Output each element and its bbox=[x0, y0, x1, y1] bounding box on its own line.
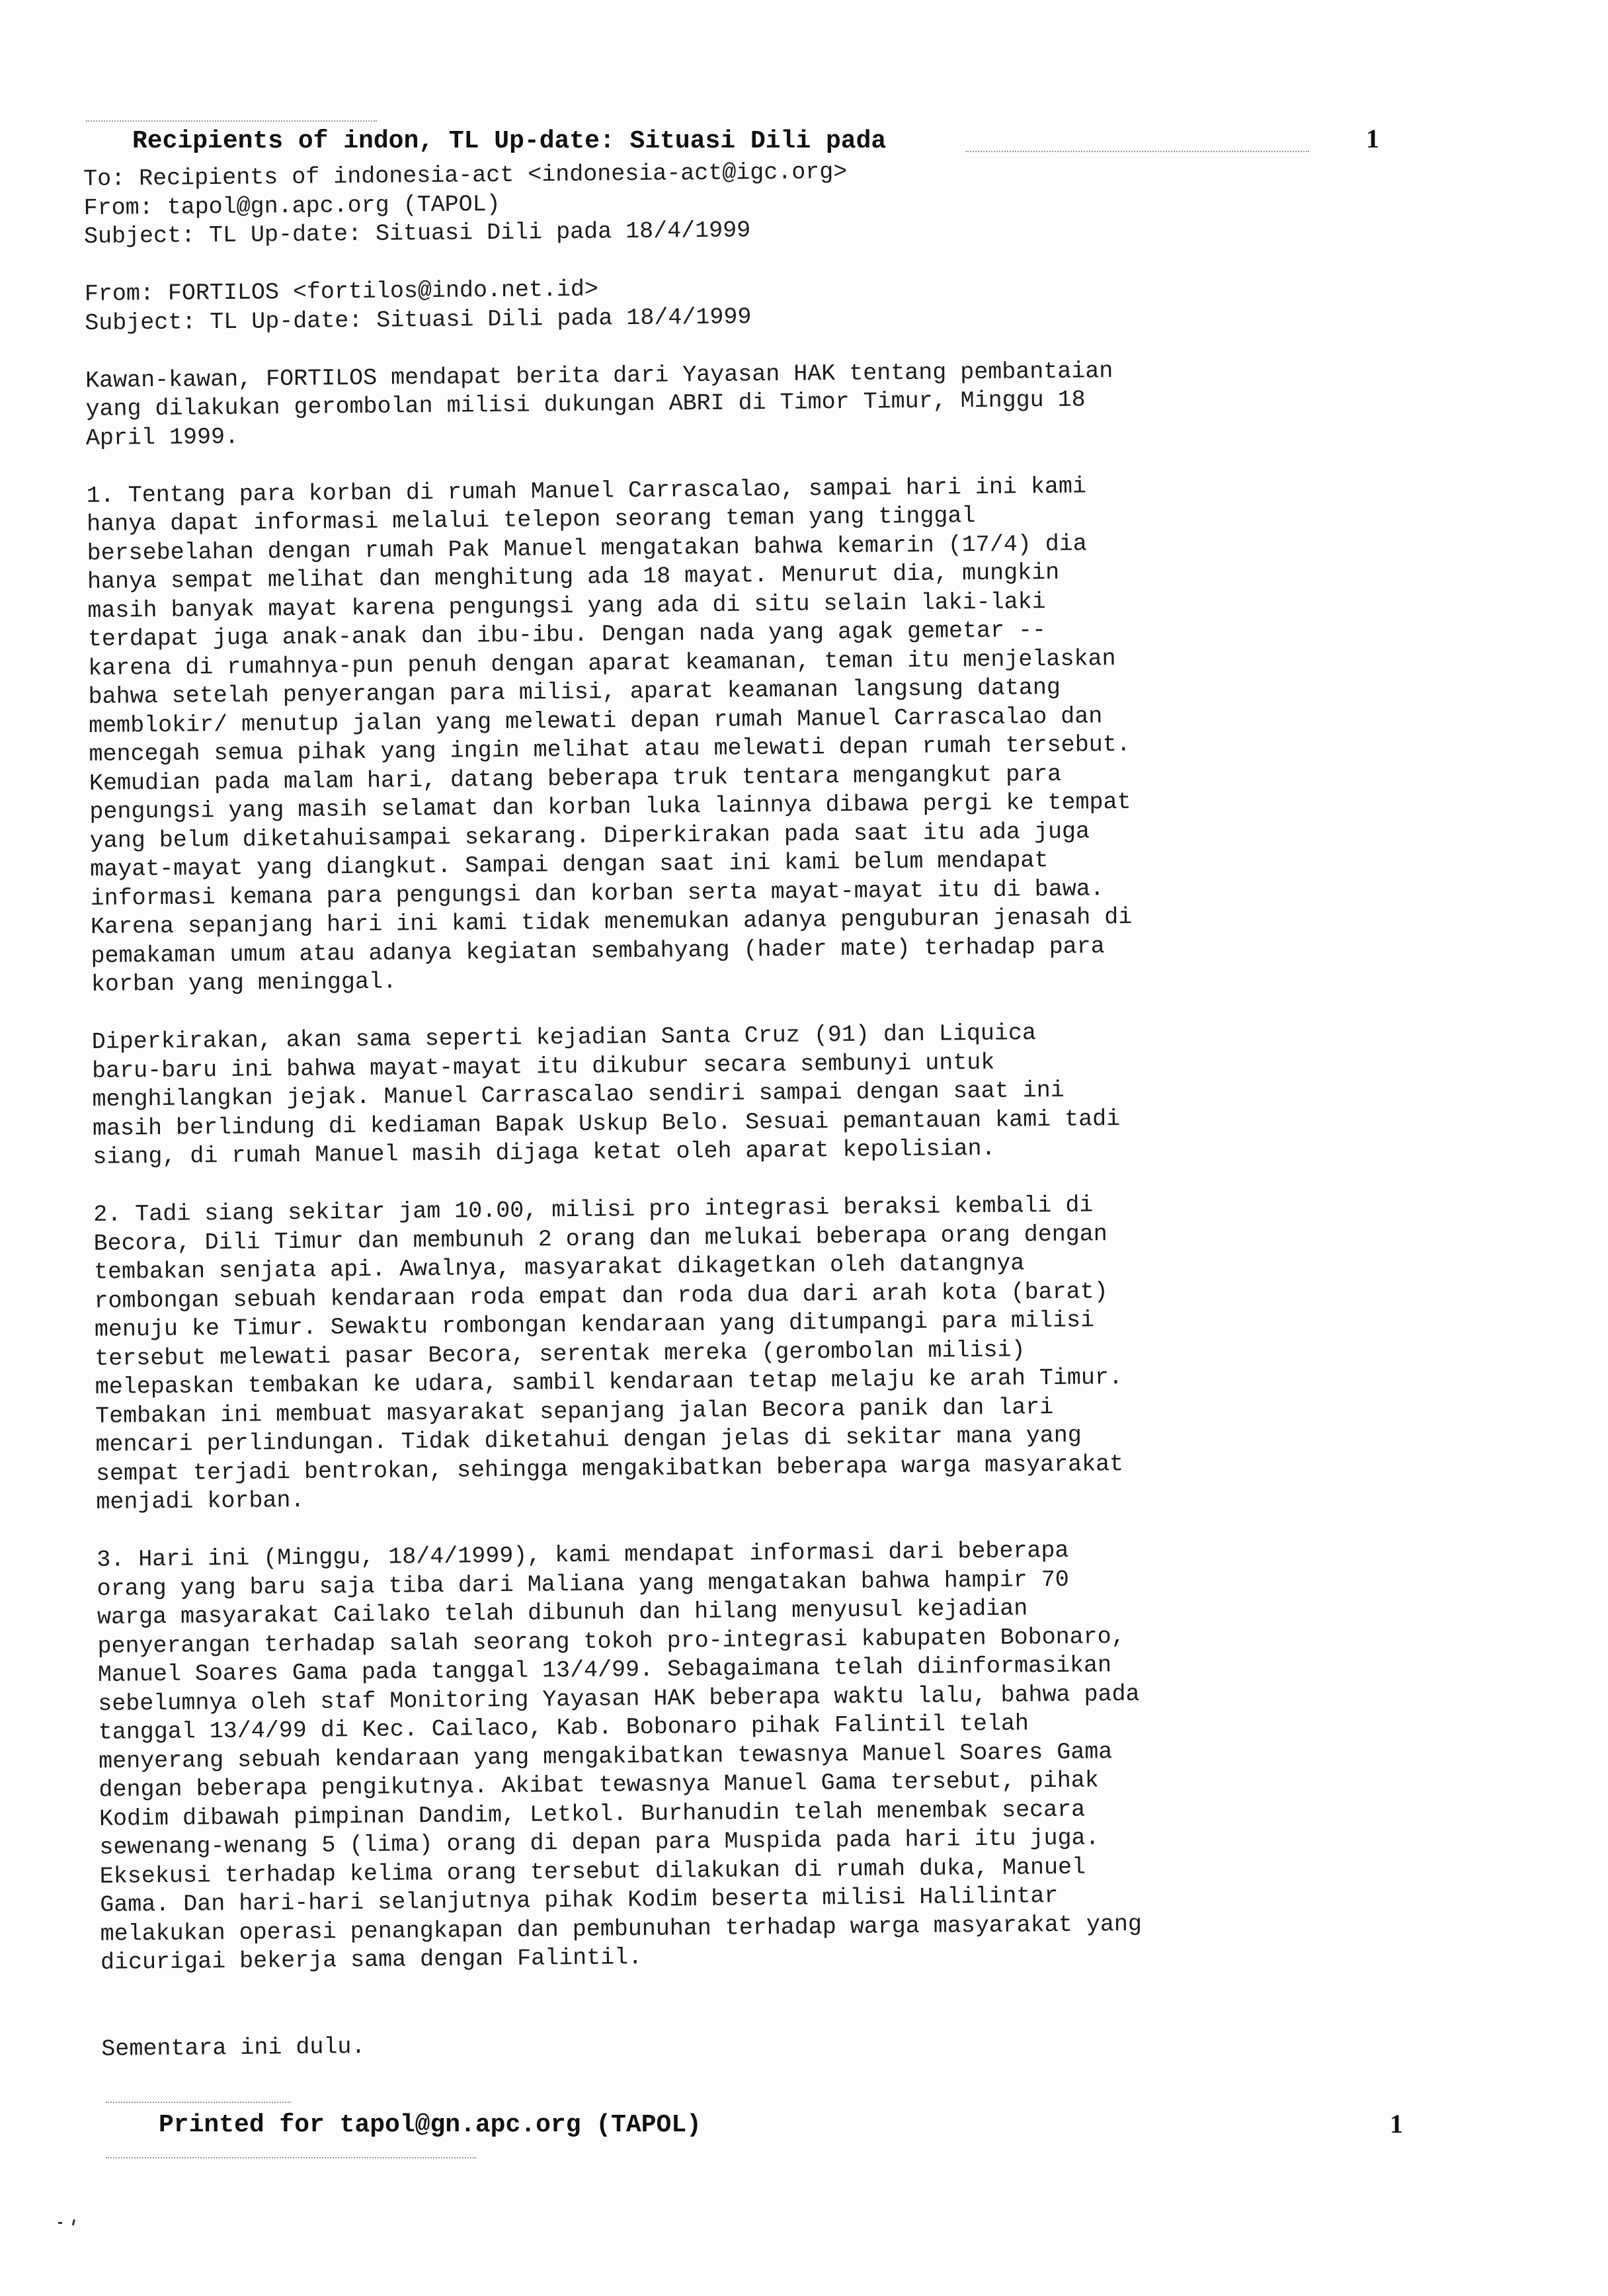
text-line: masih banyak mayat karena pengungsi yang ada di situ selain laki-laki bbox=[87, 588, 1046, 624]
text-line: informasi kemana para pengungsi dan korban serta mayat-mayat itu di bawa. bbox=[90, 875, 1105, 912]
section-3-paragraph bbox=[97, 1534, 1423, 1978]
text-line: pemakaman umum atau adanya kegiatan sembahyang (hader mate) terhadap para bbox=[91, 932, 1105, 969]
section-1-paragraph bbox=[87, 469, 1414, 999]
text-line: baru-baru ini bahwa mayat-mayat itu dikubur secara sembunyi untuk bbox=[91, 1049, 995, 1085]
text-line: Tembakan ini membuat masyarakat sepanjang jalan Becora panik dan lari bbox=[95, 1393, 1054, 1430]
closing-line: Sementara ini dulu. bbox=[101, 2033, 366, 2063]
text-line: Karena sepanjang hari ini kami tidak menemukan adanya penguburan jenasah di bbox=[90, 903, 1133, 940]
intro-paragraph bbox=[85, 354, 1408, 453]
text-line: memblokir/ menutup jalan yang melewati depan rumah Manuel Carrascalao dan bbox=[88, 702, 1103, 739]
text-line: bahwa setelah penyerangan para milisi, aparat keamanan langsung datang bbox=[88, 674, 1061, 710]
text-line: melakukan operasi penangkapan dan pembunuhan terhadap warga masyarakat yang bbox=[100, 1910, 1143, 1948]
text-line: korban yang meninggal. bbox=[91, 968, 397, 998]
scan-speck-icon bbox=[57, 2215, 83, 2229]
text-line: menuju ke Timur. Sewaktu rombongan kendaraan yang ditumpangi para milisi bbox=[94, 1307, 1095, 1343]
printed-for-footer: Printed for tapol@gn.apc.org (TAPOL) bbox=[159, 2111, 702, 2139]
email-body bbox=[83, 153, 1424, 2064]
text-line: karena di rumahnya-pun penuh dengan aparat keamanan, teman itu menjelaskan bbox=[88, 645, 1116, 682]
header-page-number: 1 bbox=[1366, 124, 1379, 153]
text-line: tanggal 13/4/99 di Kec. Cailaco, Kab. Bobonaro pihak Falintil telah bbox=[98, 1710, 1029, 1746]
text-line: Manuel Soares Gama pada tanggal 13/4/99. Sebagaimana telah diinformasikan bbox=[97, 1652, 1112, 1688]
text-line: menghilangkan jejak. Manuel Carrascalao sendiri sampai dengan saat ini bbox=[92, 1077, 1065, 1113]
text-line: siang, di rumah Manuel masih dijaga ketat oleh aparat kepolisian. bbox=[93, 1135, 996, 1170]
section-1b-paragraph bbox=[92, 1016, 1416, 1172]
forward-subject-line: Subject: TL Up-date: Situasi Dili pada 18/4/1999 bbox=[85, 303, 752, 337]
text-line: hanya sempat melihat dan menghitung ada 18 mayat. Menurut dia, mungkin bbox=[87, 559, 1060, 595]
text-line: bersebelahan dengan rumah Pak Manuel mengatakan bahwa kemarin (17/4) dia bbox=[87, 530, 1088, 567]
text-line: sebelumnya oleh staf Monitoring Yayasan HAK beberapa waktu lalu, bahwa pada bbox=[98, 1680, 1140, 1717]
footer-upper-rule bbox=[106, 2102, 291, 2103]
top-left-rule bbox=[86, 120, 377, 122]
from-line: From: tapol@gn.apc.org (TAPOL) bbox=[83, 190, 501, 222]
forward-from-line: From: FORTILOS <fortilos@indo.net.id> bbox=[84, 276, 599, 308]
text-line: pengungsi yang masih selamat dan korban luka lainnya dibawa pergi ke tempat bbox=[89, 788, 1131, 825]
text-line: masih berlindung di kediaman Bapak Uskup Belo. Sesuai pemantauan kami tadi bbox=[92, 1105, 1121, 1142]
scan-artifact-marks bbox=[57, 2211, 83, 2234]
text-line: Becora, Dili Timur dan membunuh 2 orang dan melukai beberapa orang dengan bbox=[93, 1220, 1108, 1257]
text-line: terdapat juga anak-anak dan ibu-ibu. Dengan nada yang agak gemetar -- bbox=[87, 617, 1047, 653]
text-line: melepaskan tembakan ke udara, sambil kendaraan tetap melaju ke arah Timur. bbox=[95, 1364, 1123, 1401]
text-line: Diperkirakan, akan sama seperti kejadian Santa Cruz (91) dan Liquica bbox=[91, 1020, 1037, 1055]
section-2-paragraph bbox=[93, 1188, 1419, 1518]
text-line: hanya dapat informasi melalui telepon seorang teman yang tinggal bbox=[87, 503, 976, 538]
text-line: yang belum diketahuisampai sekarang. Diperkirakan pada saat itu ada juga bbox=[89, 817, 1090, 854]
text-line: warga masyarakat Cailako telah dibunuh dan hilang menyusul kejadian bbox=[97, 1595, 1028, 1631]
text-line: dicurigai bekerja sama dengan Falintil. bbox=[100, 1944, 643, 1976]
text-line: menyerang sebuah kendaraan yang mengakibatkan tewasnya Manuel Soares Gama bbox=[98, 1738, 1113, 1775]
text-line: sempat terjadi bentrokan, sehingga mengakibatkan beberapa warga masyarakat bbox=[95, 1450, 1124, 1487]
text-line: sewenang-wenang 5 (lima) orang di depan para Muspida pada hari itu juga. bbox=[99, 1824, 1100, 1861]
text-line: rombongan sebuah kendaraan roda empat dan roda dua dari arah kota (barat) bbox=[94, 1278, 1108, 1315]
to-line: To: Recipients of indonesia-act <indonesia-act@igc.org> bbox=[83, 158, 848, 192]
footer-page-number: 1 bbox=[1390, 2109, 1403, 2139]
text-line: dengan beberapa pengikutnya. Akibat tewasnya Manuel Gama tersebut, pihak bbox=[99, 1767, 1099, 1803]
text-line: orang yang baru saja tiba dari Maliana yang mengatakan bahwa hampir 70 bbox=[97, 1566, 1070, 1602]
text-line: penyerangan terhadap salah seorang tokoh pro-integrasi kabupaten Bobonaro, bbox=[97, 1623, 1125, 1660]
text-line: 3. Hari ini (Minggu, 18/4/1999), kami mendapat informasi dari beberapa bbox=[97, 1537, 1069, 1573]
top-right-rule bbox=[965, 151, 1309, 152]
text-line: menjadi korban. bbox=[96, 1487, 305, 1516]
text-line: April 1999. bbox=[85, 423, 239, 452]
text-line: tersebut melewati pasar Becora, serentak mereka (gerombolan milisi) bbox=[95, 1336, 1025, 1372]
text-line: Eksekusi terhadap kelima orang tersebut dilakukan di rumah duka, Manuel bbox=[99, 1854, 1086, 1890]
text-line: mencari perlindungan. Tidak diketahui dengan jelas di sekitar mana yang bbox=[95, 1422, 1082, 1458]
text-line: mayat-mayat yang diangkut. Sampai dengan saat ini kami belum mendapat bbox=[90, 847, 1049, 883]
text-line: Kemudian pada malam hari, datang beberapa truk tentara mengangkut para bbox=[89, 760, 1062, 797]
text-line: mencegah semua pihak yang ingin melihat atau melewati depan rumah tersebut. bbox=[89, 731, 1131, 768]
text-line: Gama. Dan hari-hari selanjutnya pihak Kodim beserta milisi Halilintar bbox=[100, 1882, 1059, 1918]
text-line: 2. Tadi siang sekitar jam 10.00, milisi pro integrasi beraksi kembali di bbox=[93, 1192, 1094, 1228]
text-line: 1. Tentang para korban di rumah Manuel Carrascalao, sampai hari ini kami bbox=[86, 472, 1087, 509]
page-title: Recipients of indon, TL Up-date: Situasi Dili pada bbox=[132, 127, 887, 155]
footer-lower-rule bbox=[106, 2157, 476, 2158]
text-line: tembakan senjata api. Awalnya, masyarakat dikagetkan oleh datangnya bbox=[93, 1250, 1025, 1286]
text-line: yang dilakukan gerombolan milisi dukungan ABRI di Timor Timur, Minggu 18 bbox=[85, 386, 1086, 423]
subject-line: Subject: TL Up-date: Situasi Dili pada 18/4/1999 bbox=[83, 217, 751, 250]
text-line: Kodim dibawah pimpinan Dandim, Letkol. Burhanudin telah menembak secara bbox=[99, 1796, 1086, 1832]
text-line: Kawan-kawan, FORTILOS mendapat berita dari Yayasan HAK tentang pembantaian bbox=[85, 357, 1113, 394]
